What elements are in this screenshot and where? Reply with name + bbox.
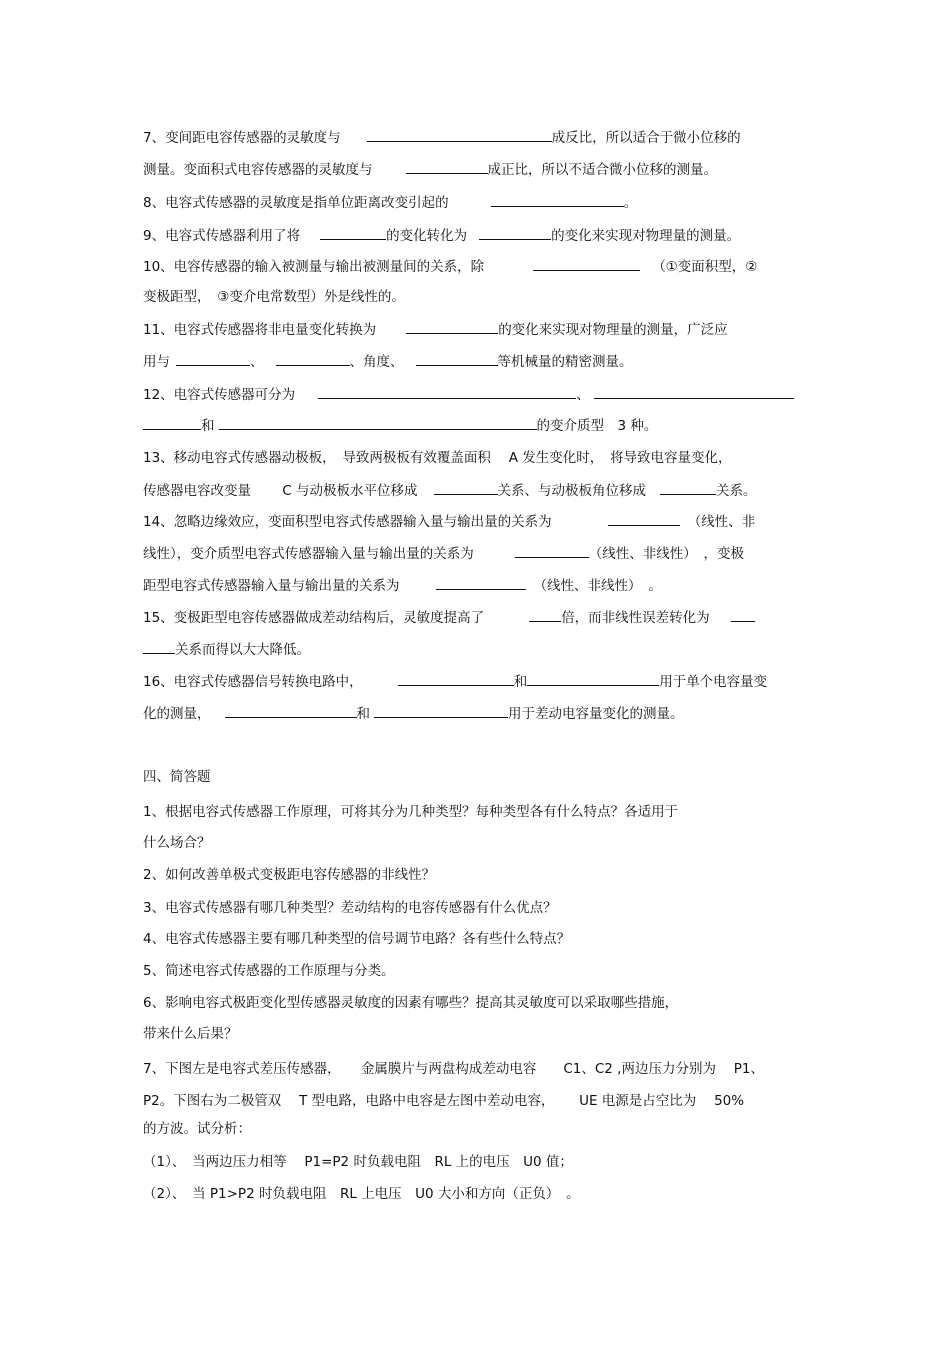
q13-text: 关系。 — [716, 483, 757, 499]
q14-text: 线性），变介质型电容式传感器输入量与输出量的关系为 — [143, 546, 474, 562]
q16-text: 和 — [356, 706, 370, 722]
q13-blank-1[interactable] — [434, 481, 498, 495]
q13-blank-2[interactable] — [660, 481, 716, 495]
q14-line-3 — [143, 576, 662, 595]
section-title: 四、简答题 — [143, 769, 211, 785]
q16-text: 化的测量， — [143, 706, 211, 722]
q10-text: （①变面积型，② — [652, 259, 758, 275]
q12-blank-2[interactable] — [594, 385, 794, 399]
q12-text: 、 — [576, 387, 590, 403]
short-answer-q7-sub-2: （2）、 当 P1>P2 时负载电阻 RL 上电压 U0 大小和方向（正负） 。 — [143, 1186, 580, 1202]
q7-blank-2[interactable] — [406, 160, 488, 174]
q7-text: 成正比，所以不适合微小位移的测量。 — [487, 162, 717, 178]
q14-line-2 — [143, 544, 744, 563]
q11-line-2 — [143, 352, 633, 371]
q16-line-2 — [143, 704, 684, 723]
q14-text: （线性、非线性） ，变极 — [588, 546, 744, 562]
q12-blank-3[interactable] — [143, 416, 201, 430]
q16-text: 16、电容式传感器信号转换电路中， — [143, 674, 363, 690]
q13-text: 关系、与动极板角位移成 — [497, 483, 647, 499]
q16-blank-1[interactable] — [398, 672, 514, 686]
short-answer-q3: 3、电容式传感器有哪几种类型？差动结构的电容传感器有什么优点？ — [143, 900, 557, 916]
q16-text: 和 — [513, 674, 528, 690]
q12-text: 的变介质型 3 种。 — [536, 418, 658, 434]
q7-text: 7、变间距电容传感器的灵敏度与 — [143, 130, 341, 146]
q16-blank-4[interactable] — [374, 704, 508, 718]
q7-line-2 — [143, 160, 717, 179]
q15-blank-2[interactable] — [731, 608, 755, 622]
q15-line-1 — [143, 608, 755, 627]
q14-text: （线性、非 — [687, 514, 756, 530]
q10-line-1 — [143, 257, 757, 276]
q15-text: 倍，而非线性误差转化为 — [561, 610, 710, 626]
short-answer-q4: 4、电容式传感器主要有哪几种类型的信号调节电路？各有些什么特点？ — [143, 931, 571, 947]
short-answer-q1-line-2: 什么场合？ — [143, 835, 211, 851]
q10-blank[interactable] — [533, 257, 640, 271]
q11-line-1 — [143, 320, 728, 339]
short-answer-q1-line-1: 1、根据电容式传感器工作原理，可将其分为几种类型？每种类型各有什么特点？各适用于 — [143, 804, 679, 820]
q14-blank-2[interactable] — [515, 544, 589, 558]
q7-line-1 — [143, 128, 741, 147]
q7-text: 成反比，所以适合于微小位移的 — [551, 130, 741, 146]
q12-blank-4[interactable] — [219, 416, 537, 430]
q11-blank-1[interactable] — [406, 320, 498, 334]
q15-text: 关系而得以大大降低。 — [175, 642, 310, 658]
q13-text: 传感器电容改变量 C 与动极板水平位移成 — [143, 483, 418, 499]
q10-text: 10、电容传感器的输入被测量与输出被测量间的关系，除 — [143, 259, 485, 275]
q11-text: 11、电容式传感器将非电量变化转换为 — [143, 322, 377, 338]
q16-blank-2[interactable] — [527, 672, 659, 686]
q11-blank-2[interactable] — [176, 352, 250, 366]
q10-text: 变极距型， ③变介电常数型）外是线性的。 — [143, 289, 405, 305]
short-answer-q7-sub-1: （1）、 当两边压力相等 P1=P2 时负载电阻 RL 上的电压 U0 值； — [143, 1154, 573, 1170]
short-answer-q5: 5、简述电容式传感器的工作原理与分类。 — [143, 963, 395, 979]
q12-line-2 — [143, 416, 657, 435]
q11-text: 用与 — [143, 354, 170, 370]
q12-line-1 — [143, 385, 794, 404]
q8-text: 。 — [623, 195, 638, 211]
q12-text: 12、电容式传感器可分为 — [143, 387, 296, 403]
q14-text: 距型电容式传感器输入量与输出量的关系为 — [143, 578, 400, 594]
q15-text: 15、变极距型电容传感器做成差动结构后，灵敏度提高了 — [143, 610, 485, 626]
q14-text: （线性、非线性） 。 — [533, 578, 662, 594]
short-answer-q6-line-2: 带来什么后果？ — [143, 1026, 238, 1042]
q14-text: 14、忽略边缘效应，变面积型电容式传感器输入量与输出量的关系为 — [143, 514, 552, 530]
q9-blank-1[interactable] — [320, 226, 386, 240]
q8-line — [143, 193, 637, 212]
q16-line-1 — [143, 672, 767, 691]
q14-line-1 — [143, 512, 755, 531]
short-answer-q7-line-1: 7、下图左是电容式差压传感器， 金属膜片与两盘构成差动电容 C1、C2 ,两边压力分别为 P1、 — [143, 1061, 764, 1077]
q11-text: 、角度、 — [349, 354, 404, 370]
q13-line-1 — [143, 449, 732, 467]
q15-line-2 — [143, 640, 310, 659]
q16-blank-3[interactable] — [225, 704, 357, 718]
q8-text: 8、电容式传感器的灵敏度是指单位距离改变引起的 — [143, 195, 449, 211]
q13-line-2 — [143, 481, 757, 500]
short-answer-q7-line-2: P2。下图右为二极管双 T 型电路，电路中电容是左图中差动电容， UE 电源是占空比为 50% — [143, 1093, 745, 1109]
q9-blank-2[interactable] — [479, 226, 551, 240]
q14-blank-3[interactable] — [436, 576, 526, 590]
q9-line — [143, 226, 740, 245]
q15-blank-3[interactable] — [143, 640, 175, 654]
q8-blank[interactable] — [491, 193, 624, 207]
q9-text: 的变化转化为 — [386, 228, 468, 244]
q11-text: 等机械量的精密测量。 — [497, 354, 633, 370]
q11-text: 的变化来实现对物理量的测量，广泛应 — [498, 322, 728, 338]
q13-text: 13、移动电容式传感器动极板， 导致两极板有效覆盖面积 A 发生变化时， 将导致电容量变化， — [143, 450, 732, 466]
short-answer-q7-line-3: 的方波。试分析： — [143, 1121, 251, 1137]
q12-blank-1[interactable] — [318, 385, 576, 399]
short-answer-q6-line-1: 6、影响电容式极距变化型传感器灵敏度的因素有哪些？提高其灵敏度可以采取哪些措施， — [143, 995, 679, 1011]
q11-blank-4[interactable] — [416, 352, 498, 366]
q9-text: 9、电容式传感器利用了将 — [143, 228, 301, 244]
q12-text: 和 — [201, 418, 215, 434]
q7-text: 测量。变面积式电容传感器的灵敏度与 — [143, 162, 373, 178]
q9-text: 的变化来实现对物理量的测量。 — [551, 228, 741, 244]
q10-line-2 — [143, 288, 405, 306]
q11-blank-3[interactable] — [276, 352, 350, 366]
q11-text: 、 — [250, 354, 264, 370]
q16-text: 用于单个电容量变 — [659, 674, 768, 690]
q15-blank-1[interactable] — [529, 608, 561, 622]
q16-text: 用于差动电容量变化的测量。 — [508, 706, 684, 722]
short-answer-q2: 2、如何改善单极式变极距电容传感器的非线性？ — [143, 867, 436, 883]
q7-blank-1[interactable] — [367, 128, 552, 142]
q14-blank-1[interactable] — [608, 512, 680, 526]
